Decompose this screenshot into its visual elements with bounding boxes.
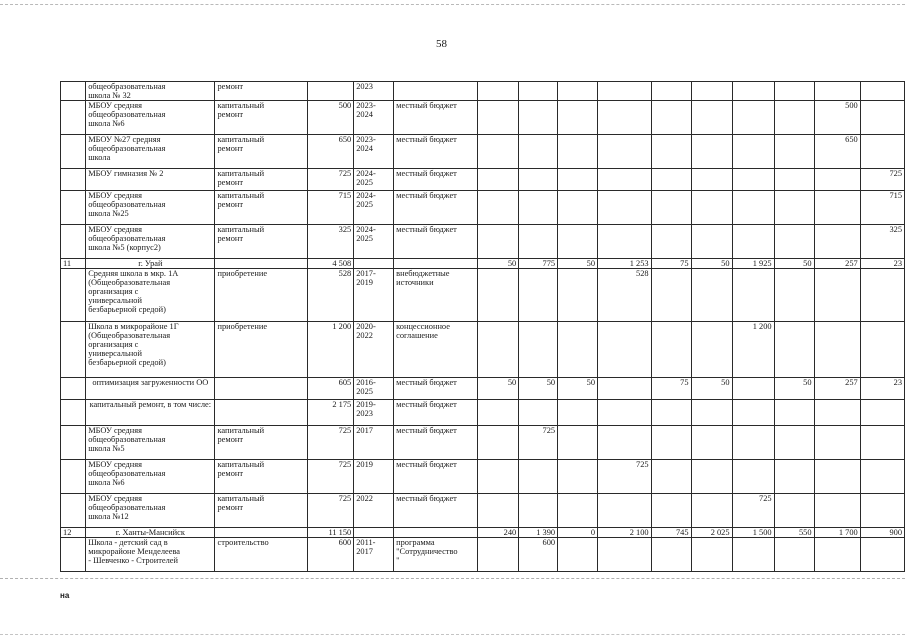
footer-note: на <box>60 591 70 600</box>
table-cell: МБОУ средняя общеобразовательная школа №6 <box>86 101 215 135</box>
table-cell: 745 <box>651 528 691 538</box>
table-cell <box>732 400 774 426</box>
table-cell <box>732 426 774 460</box>
table-cell: 650 <box>307 135 353 169</box>
table-cell <box>519 135 558 169</box>
table-cell <box>691 460 732 494</box>
table-cell: 2 100 <box>598 528 652 538</box>
table-cell: программа "Сотрудничество " <box>394 538 478 572</box>
table-cell: МБОУ средняя общеобразовательная школа №5 <box>86 426 215 460</box>
table-cell: 50 <box>774 259 814 269</box>
table-row <box>61 82 905 101</box>
table-cell: 50 <box>558 378 598 400</box>
table-cell <box>519 101 558 135</box>
table-cell: 2022 <box>354 494 394 528</box>
table-cell <box>598 82 652 101</box>
table-cell <box>558 82 598 101</box>
table-cell: 725 <box>519 426 558 460</box>
table-cell <box>691 538 732 572</box>
table-cell: капитальный ремонт <box>215 494 307 528</box>
table-cell <box>732 460 774 494</box>
table-row <box>61 259 905 269</box>
table-cell: 725 <box>860 169 904 191</box>
table-cell <box>732 101 774 135</box>
table-cell <box>61 322 86 378</box>
table-cell <box>478 191 519 225</box>
table-cell: местный бюджет <box>394 101 478 135</box>
table-cell <box>651 322 691 378</box>
table-cell: 2017 <box>354 426 394 460</box>
table-cell: 2024- 2025 <box>354 225 394 259</box>
table-cell: МБОУ №27 средняя общеобразовательная школа <box>86 135 215 169</box>
table-cell: 2 175 <box>307 400 353 426</box>
table-cell <box>774 191 814 225</box>
table-cell: 75 <box>651 259 691 269</box>
table-row <box>61 191 905 225</box>
table-cell <box>215 259 307 269</box>
table-row <box>61 538 905 572</box>
table-cell <box>691 269 732 322</box>
table-cell: 2024- 2025 <box>354 169 394 191</box>
table-cell <box>732 538 774 572</box>
table-cell <box>774 82 814 101</box>
table-cell <box>598 225 652 259</box>
table-cell <box>478 269 519 322</box>
table-cell <box>61 225 86 259</box>
table-cell: Средняя школа в мкр. 1А (Общеобразовательная организация с универсальной безбарьерной средой) <box>86 269 215 322</box>
table-cell <box>478 225 519 259</box>
table-cell: МБОУ средняя общеобразовательная школа №5 (корпус2) <box>86 225 215 259</box>
table-cell <box>732 378 774 400</box>
table-cell: МБОУ гимназия № 2 <box>86 169 215 191</box>
table-cell <box>814 191 860 225</box>
table-cell <box>61 378 86 400</box>
table-cell: 1 390 <box>519 528 558 538</box>
table-cell <box>651 400 691 426</box>
table-cell <box>558 494 598 528</box>
table-cell: 2017- 2019 <box>354 269 394 322</box>
table-row <box>61 225 905 259</box>
table-cell <box>651 269 691 322</box>
table-cell <box>860 135 904 169</box>
table-row <box>61 378 905 400</box>
table-row <box>61 460 905 494</box>
table-cell: 725 <box>307 494 353 528</box>
table-cell: капитальный ремонт <box>215 101 307 135</box>
table-cell <box>814 460 860 494</box>
table-row <box>61 528 905 538</box>
table-cell: 12 <box>61 528 86 538</box>
table-cell: 240 <box>478 528 519 538</box>
table-cell: капитальный ремонт <box>215 460 307 494</box>
table-cell <box>558 460 598 494</box>
table-cell <box>598 494 652 528</box>
table-cell <box>651 82 691 101</box>
table-cell: 500 <box>814 101 860 135</box>
table-cell: МБОУ средняя общеобразовательная школа №25 <box>86 191 215 225</box>
table-cell <box>651 460 691 494</box>
table-cell <box>814 426 860 460</box>
table-cell: местный бюджет <box>394 135 478 169</box>
table-cell <box>774 426 814 460</box>
table-cell: местный бюджет <box>394 191 478 225</box>
table-cell: МБОУ средняя общеобразовательная школа №12 <box>86 494 215 528</box>
table-cell <box>732 135 774 169</box>
table-cell <box>774 494 814 528</box>
table-cell: ремонт <box>215 82 307 101</box>
table-cell <box>394 259 478 269</box>
table-cell <box>478 169 519 191</box>
table-cell <box>478 135 519 169</box>
table-cell <box>519 460 558 494</box>
table-cell <box>651 135 691 169</box>
table-cell: 1 253 <box>598 259 652 269</box>
table-cell: местный бюджет <box>394 494 478 528</box>
table-cell <box>691 426 732 460</box>
table-cell: 2023- 2024 <box>354 101 394 135</box>
table-cell: 900 <box>860 528 904 538</box>
table-cell <box>860 538 904 572</box>
table-cell: 2023 <box>354 82 394 101</box>
table-cell: 257 <box>814 259 860 269</box>
table-cell: 725 <box>732 494 774 528</box>
table-cell <box>61 135 86 169</box>
table-cell: капитальный ремонт <box>215 135 307 169</box>
table-cell: 50 <box>774 378 814 400</box>
table-row <box>61 269 905 322</box>
table-cell <box>691 322 732 378</box>
table-cell <box>61 101 86 135</box>
table-cell <box>61 269 86 322</box>
table-cell <box>354 259 394 269</box>
table-cell <box>519 225 558 259</box>
table-row <box>61 426 905 460</box>
table-cell <box>215 378 307 400</box>
table-cell <box>651 538 691 572</box>
table-cell: 2016- 2025 <box>354 378 394 400</box>
table-cell: 725 <box>307 460 353 494</box>
table-cell <box>814 400 860 426</box>
table-cell <box>478 494 519 528</box>
table-cell: капитальный ремонт, в том числе: <box>86 400 215 426</box>
table-cell <box>732 82 774 101</box>
table-cell <box>61 169 86 191</box>
table-cell <box>215 528 307 538</box>
table-cell: местный бюджет <box>394 225 478 259</box>
table-cell: 50 <box>558 259 598 269</box>
table-cell <box>774 225 814 259</box>
table-cell: 50 <box>691 378 732 400</box>
table-row <box>61 400 905 426</box>
table-cell: 1 200 <box>732 322 774 378</box>
table-cell: 725 <box>307 426 353 460</box>
table-cell: местный бюджет <box>394 460 478 494</box>
table-cell <box>215 400 307 426</box>
table-cell <box>598 400 652 426</box>
table-cell <box>814 169 860 191</box>
table-cell <box>860 494 904 528</box>
table-cell: 528 <box>307 269 353 322</box>
table-cell: 50 <box>519 378 558 400</box>
table-cell <box>860 269 904 322</box>
table-row <box>61 494 905 528</box>
table-cell <box>558 538 598 572</box>
table-cell: местный бюджет <box>394 169 478 191</box>
table-cell <box>354 528 394 538</box>
table-cell <box>774 538 814 572</box>
bottom-edge-line <box>0 634 905 635</box>
top-scan-line <box>0 4 905 5</box>
table-row <box>61 322 905 378</box>
table-row <box>61 101 905 135</box>
table-cell <box>651 225 691 259</box>
table-cell <box>860 322 904 378</box>
table-cell <box>860 82 904 101</box>
table-cell: 600 <box>519 538 558 572</box>
table-cell: капитальный ремонт <box>215 169 307 191</box>
table-cell: 11 <box>61 259 86 269</box>
table-cell <box>691 400 732 426</box>
table-cell: 23 <box>860 259 904 269</box>
table-cell: 23 <box>860 378 904 400</box>
table-cell: 775 <box>519 259 558 269</box>
table-cell <box>691 82 732 101</box>
table-cell <box>774 135 814 169</box>
table-cell <box>519 191 558 225</box>
table-cell: 600 <box>307 538 353 572</box>
table-cell <box>598 322 652 378</box>
table-cell <box>774 269 814 322</box>
table-cell: 1 200 <box>307 322 353 378</box>
bottom-scan-line <box>0 578 905 579</box>
table-cell: местный бюджет <box>394 400 478 426</box>
table-cell <box>394 82 478 101</box>
table-cell: 0 <box>558 528 598 538</box>
table-cell <box>691 135 732 169</box>
table-cell <box>519 269 558 322</box>
table-cell: Школа в микрорайоне 1Г (Общеобразовательная организация с универсальной безбарьерной средой) <box>86 322 215 378</box>
table-cell: 50 <box>691 259 732 269</box>
table-cell <box>732 225 774 259</box>
table-cell <box>519 400 558 426</box>
table-cell <box>61 191 86 225</box>
table-cell <box>558 191 598 225</box>
table-cell <box>814 269 860 322</box>
table-cell <box>598 101 652 135</box>
table-cell <box>558 400 598 426</box>
table-cell: 325 <box>307 225 353 259</box>
table-cell: концессионное соглашение <box>394 322 478 378</box>
table-cell <box>814 225 860 259</box>
table-cell <box>598 538 652 572</box>
table-cell <box>598 169 652 191</box>
table-cell: 605 <box>307 378 353 400</box>
table-cell <box>558 225 598 259</box>
table-cell <box>598 135 652 169</box>
table-cell: 725 <box>307 169 353 191</box>
table-cell: Школа - детский сад в микрорайоне Менделеева - Шевченко - Строителей <box>86 538 215 572</box>
table-cell <box>691 225 732 259</box>
table-cell <box>61 460 86 494</box>
table-cell <box>394 528 478 538</box>
table-cell: 257 <box>814 378 860 400</box>
table-cell <box>691 169 732 191</box>
table-cell <box>814 322 860 378</box>
table-cell: строительство <box>215 538 307 572</box>
table-cell <box>774 169 814 191</box>
table-cell <box>61 494 86 528</box>
table-cell: 2011- 2017 <box>354 538 394 572</box>
table-cell: капитальный ремонт <box>215 225 307 259</box>
page-number: 58 <box>436 38 447 50</box>
table-cell: приобретение <box>215 322 307 378</box>
table-cell <box>558 135 598 169</box>
table-cell <box>519 494 558 528</box>
table-cell: 75 <box>651 378 691 400</box>
table-cell: 50 <box>478 378 519 400</box>
table-cell: 2 025 <box>691 528 732 538</box>
investment-table <box>60 81 905 572</box>
table-cell: МБОУ средняя общеобразовательная школа №6 <box>86 460 215 494</box>
table-cell <box>61 82 86 101</box>
table-cell: местный бюджет <box>394 426 478 460</box>
table-cell <box>558 322 598 378</box>
table-cell <box>651 191 691 225</box>
table-cell: 2024- 2025 <box>354 191 394 225</box>
table-cell <box>478 426 519 460</box>
table-cell <box>814 538 860 572</box>
table-cell <box>651 169 691 191</box>
table-cell: 2019- 2023 <box>354 400 394 426</box>
table-cell <box>478 82 519 101</box>
table-cell: 715 <box>860 191 904 225</box>
table-cell <box>478 322 519 378</box>
table-cell <box>598 191 652 225</box>
table-cell <box>691 494 732 528</box>
table-cell: 715 <box>307 191 353 225</box>
table-cell <box>478 538 519 572</box>
table-cell: 550 <box>774 528 814 538</box>
table-cell: 11 150 <box>307 528 353 538</box>
table-cell <box>860 101 904 135</box>
table-cell <box>478 101 519 135</box>
table-cell <box>598 426 652 460</box>
table-cell <box>61 538 86 572</box>
table-cell <box>558 101 598 135</box>
table-cell <box>732 191 774 225</box>
table-cell: 650 <box>814 135 860 169</box>
table-cell: капитальный ремонт <box>215 426 307 460</box>
table-row <box>61 135 905 169</box>
table-cell <box>860 426 904 460</box>
table-cell: капитальный ремонт <box>215 191 307 225</box>
table-cell <box>774 101 814 135</box>
table-cell: приобретение <box>215 269 307 322</box>
table-cell <box>651 494 691 528</box>
table-cell: внебюджетные источники <box>394 269 478 322</box>
table-cell: оптимизация загруженности ОО <box>86 378 215 400</box>
table-row <box>61 169 905 191</box>
table-cell: 4 508 <box>307 259 353 269</box>
table-cell <box>519 322 558 378</box>
table-cell: г. Ханты-Мансийск <box>86 528 215 538</box>
table-cell <box>860 460 904 494</box>
table-cell <box>478 460 519 494</box>
table-cell: 50 <box>478 259 519 269</box>
table-cell <box>732 169 774 191</box>
table-cell: 2020- 2022 <box>354 322 394 378</box>
table-cell <box>774 400 814 426</box>
table-cell <box>598 378 652 400</box>
table-cell <box>61 426 86 460</box>
table-cell: 500 <box>307 101 353 135</box>
table-cell: 2023- 2024 <box>354 135 394 169</box>
table-cell <box>814 494 860 528</box>
table-cell: 528 <box>598 269 652 322</box>
table-cell <box>61 400 86 426</box>
table-cell <box>519 82 558 101</box>
table-cell: 325 <box>860 225 904 259</box>
table-cell <box>651 426 691 460</box>
table-cell <box>691 191 732 225</box>
table-cell <box>860 400 904 426</box>
table-body <box>61 82 905 572</box>
table-cell <box>307 82 353 101</box>
table-cell <box>814 82 860 101</box>
table-cell <box>732 269 774 322</box>
table-cell <box>651 101 691 135</box>
table-cell: общеобразовательная школа № 32 <box>86 82 215 101</box>
table-cell <box>558 426 598 460</box>
table-cell: 725 <box>598 460 652 494</box>
table-cell <box>774 322 814 378</box>
table-cell <box>519 169 558 191</box>
table-cell <box>691 101 732 135</box>
table-cell: 2019 <box>354 460 394 494</box>
table-cell: 1 500 <box>732 528 774 538</box>
table-cell: местный бюджет <box>394 378 478 400</box>
table-cell: г. Урай <box>86 259 215 269</box>
table-cell <box>558 269 598 322</box>
table-cell <box>558 169 598 191</box>
table-cell: 1 700 <box>814 528 860 538</box>
table-cell: 1 925 <box>732 259 774 269</box>
table-cell <box>774 460 814 494</box>
table-cell <box>478 400 519 426</box>
